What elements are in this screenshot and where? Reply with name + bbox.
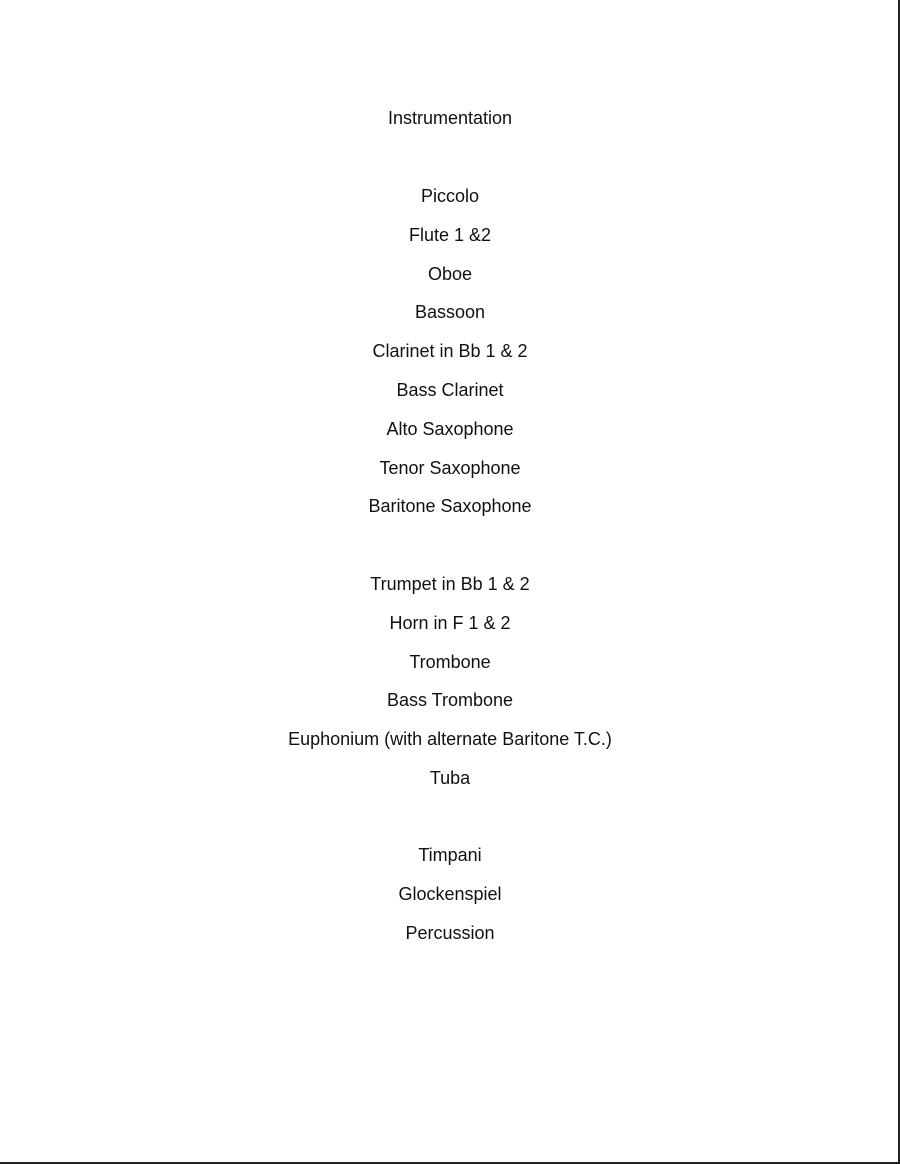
instrument-item: Horn in F 1 & 2	[389, 612, 511, 633]
instrument-item: Oboe	[427, 263, 473, 284]
instrument-item: Timpani	[418, 845, 482, 865]
instrument-item: Alto Saxophone	[386, 418, 514, 439]
instrument-item: Bass Clarinet	[396, 379, 504, 400]
brass-list	[0, 572, 900, 805]
instrument-item: Trumpet in Bb 1 & 2	[370, 574, 530, 594]
instrument-item: Tenor Saxophone	[379, 457, 521, 478]
instrument-item: Bass Trombone	[386, 690, 514, 711]
instrument-item: Clarinet in Bb 1 & 2	[372, 341, 528, 362]
instrument-item: Euphonium (with alternate Baritone T.C.)	[288, 729, 612, 750]
instrument-item: Baritone Saxophone	[368, 496, 532, 517]
instrument-item: Glockenspiel	[398, 883, 502, 904]
woodwinds-list	[0, 184, 900, 533]
page-title: Instrumentation	[387, 108, 513, 128]
instrument-item: Bassoon	[414, 302, 486, 323]
instrument-item: Flute 1 &2	[408, 224, 492, 245]
instrument-item: Piccolo	[420, 186, 480, 206]
instrument-item: Trombone	[409, 651, 491, 672]
instrument-item: Tuba	[429, 767, 471, 788]
instrument-item: Percussion	[405, 922, 495, 943]
percussion-list	[0, 843, 900, 959]
